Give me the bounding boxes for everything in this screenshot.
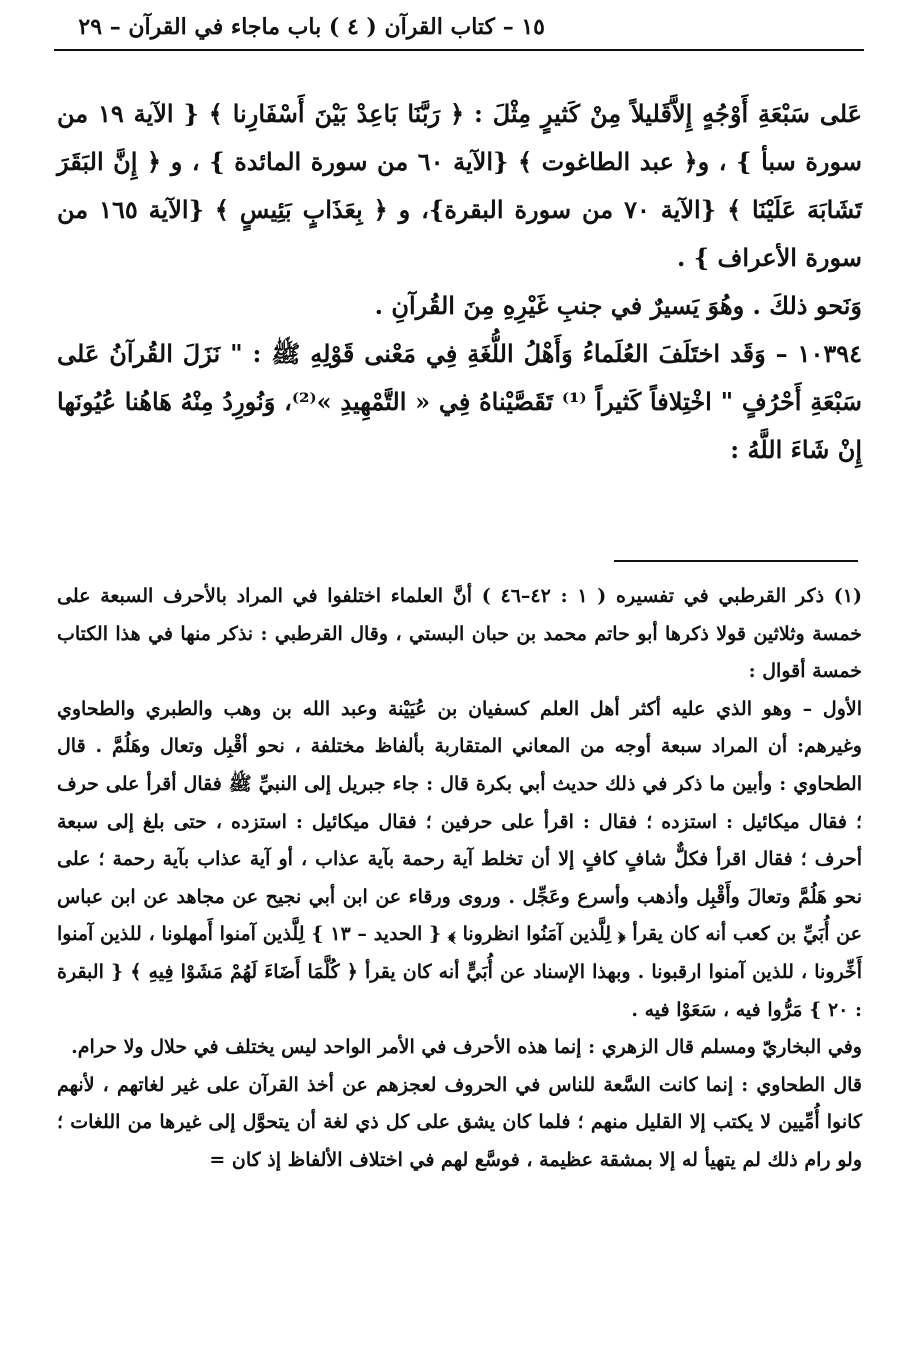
running-header: ١٥ – كتاب القرآن ( ٤ ) باب ماجاء في القرآن – ٢٩	[78, 14, 545, 40]
main-paragraph: عَلى سَبْعَةِ أَوْجُهٍ إِلاَّقَليلاً مِنْ كَثيرٍ مِثْلَ : ﴿ رَبَّنَا بَاعِدْ بَيْنَ أَسْفَارِنا ﴾ { الآية ١٩ من سورة سبأ } ، و﴿ عبد الطاغوت ﴾ {الآية ٦٠ من سورة المائدة } ، و ﴿ إِنَّ البَقَرَ تَشَابَهَ عَلَيْنَا ﴾ {الآية ٧٠ من سورة البقرة}، و ﴿ بِعَذَابٍ بَئِيسٍ ﴾ {الآية ١٦٥ من سورة الأعراف } .	[57, 99, 863, 272]
main-paragraph: ١٠٣٩٤ – وَقَد اختَلَفَ العُلَماءُ وَأَهْلُ اللُّغَةِ فِي مَعْنى قَوْلِهِ ﷺ : " نَزَلَ القُرآنُ عَلى سَبْعَةِ أَحْرُفٍ " اخْتِلافاً كَثيراً ⁽¹⁾ تَقَصَّيْناهُ فِي « التَّمْهِيدِ »⁽²⁾، وَنُورِدُ مِنْهُ هَاهُنا عُيُونَها إِنْ شَاءَ اللَّهُ :	[57, 339, 863, 464]
footnote-paragraph: (١) ذكر القرطبي في تفسيره ( ١ : ٤٢–٤٦ ) أنَّ العلماء اختلفوا في المراد بالأحرف السبعة على خمسة وثلاثين قولا ذكرها أبو حاتم محمد بن حبان البستي ، وقال القرطبي : نذكر منها في هذا الكتاب خمسة أقوال :	[57, 585, 862, 683]
header-rule	[54, 49, 864, 51]
footnote-paragraph: الأول – وهو الذي عليه أكثر أهل العلم كسفيان بن عُيَيْنة وعبد الله بن وهب والطبري والطحاوي وغيرهم: أن المراد سبعة أوجه من المعاني المتقاربة بألفاظ مختلفة ، نحو أقْبِل وتعال وهَلُمَّ . قال الطحاوي : وأبين ما ذكر في ذلك حديث أبي بكرة قال : جاء جبريل إلى النبيِّ ﷺ فقال أقرأ على حرف ؛ فقال ميكائيل : استزده ؛ فقال : اقرأ على حرفين ؛ فقال ميكائيل : استزده ، حتى بلغ إلى سبعة أحرف ؛ فقال اقرأ فكلٌّ شافٍ كافٍ إلا أن تخلط آية رحمة بآية عذاب ، أو آية عذاب بآية رحمة ؛ على نحو هَلُمَّ وتعالَ وأَقْبِل وأذهب وأسرع وعَجِّل . وروى ورقاء عن ابن أبي نجيح عن مجاهد عن ابن عباس عن أُبَيِّ بن كعب أنه كان يقرأ ﴿ لِلَّذين آمَنُوا انظرونا ﴾ { الحديد – ١٣ } لِلَّذين آمنوا أَمهلونا ، للذين آمنوا أَخِّرونا ، للذين آمنوا ارقبونا . وبهذا الإسناد عن أُبَيٍّ أنه كان يقرأ ﴿ كُلَّمَا أَضَاءَ لَهُمْ مَشَوْا فِيهِ ﴾ { البقرة : ٢٠ } مَرُّوا فيه ، سَعَوْا فيه .	[57, 697, 863, 1021]
footnotes	[57, 578, 862, 1180]
main-paragraph: وَنَحو ذلكَ . وهُوَ يَسيرٌ في جنبِ غَيْرِهِ مِنَ القُرآنِ .	[374, 291, 862, 320]
footnote-separator	[614, 560, 858, 562]
footnote-paragraph: وفي البخاريّ ومسلم قال الزهري : إنما هذه الأحرف في الأمر الواحد ليس يختلف في حلال ولا حرام.	[71, 1036, 862, 1059]
footnote-paragraph: قال الطحاوي : إنما كانت السَّعة للناس في الحروف لعجزهم عن أخذ القرآن على غير لغاتهم ، لأنهم كانوا أُمِّيين لا يكتب إلا القليل منهم ؛ فلما كان يشق على كل ذي لغة أن يتحوَّل إلى غيرها من اللغات ؛ ولو رام ذلك لم يتهيأ له إلا بمشقة عظيمة ، فوسَّع لهم في اختلاف الألفاظ إذ كان =	[57, 1073, 862, 1171]
main-text	[57, 90, 862, 474]
